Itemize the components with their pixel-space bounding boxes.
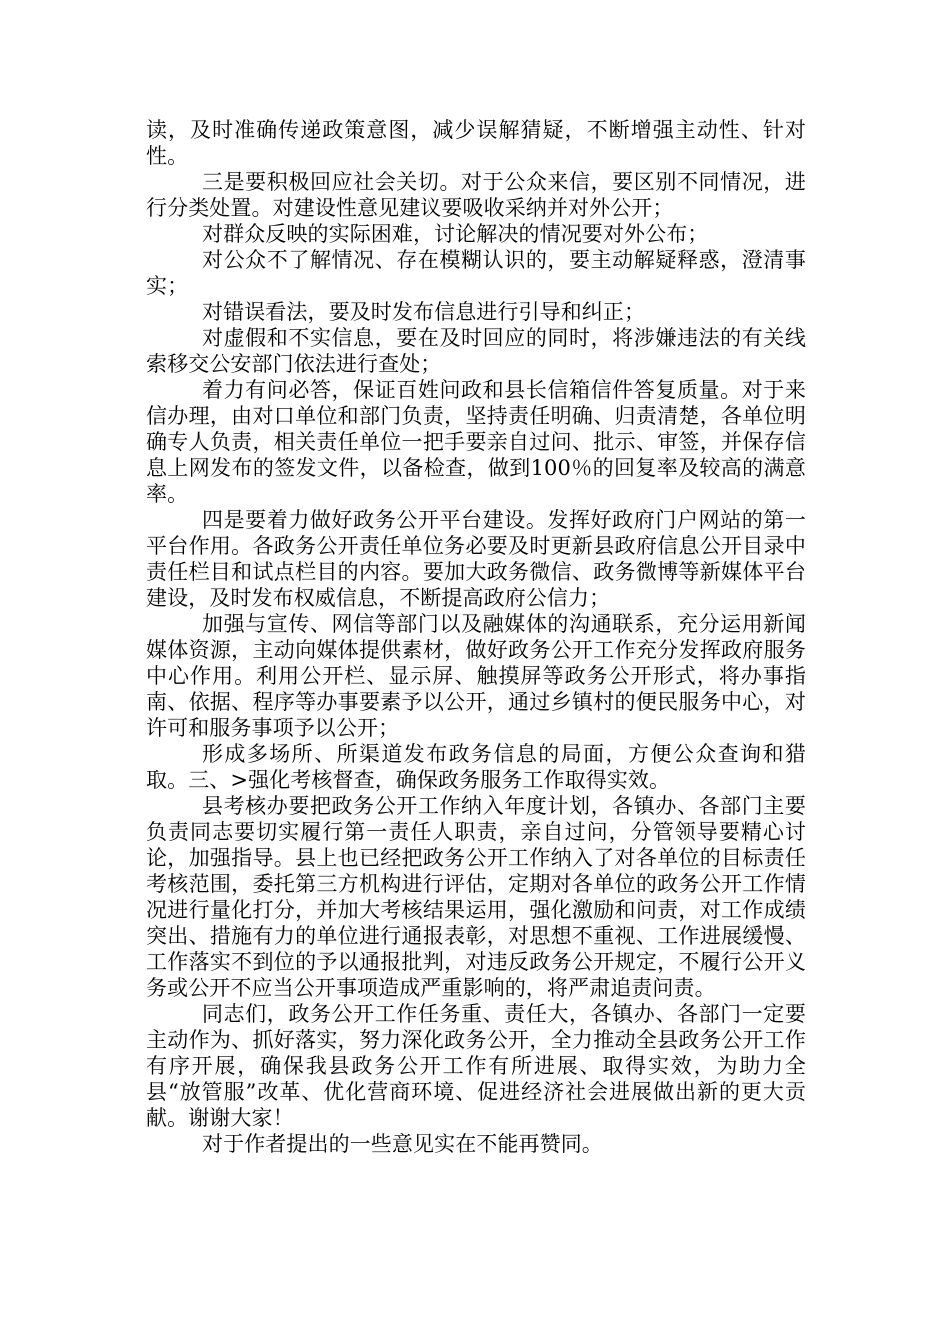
paragraph-7: 四是要着力做好政务公开平台建设。发挥好政府门户网站的第一平台作用。各政务公开责任单位务必要及时更新县政府信息公开目录中责任栏目和试点栏目的内容。要加大政务微信、政务微博等新媒体平台建设，及时发布权威信息，不断提高政府公信力； <box>146 508 806 610</box>
paragraph-8: 加强与宣传、网信等部门以及融媒体的沟通联系，充分运用新闻媒体资源，主动向媒体提供素材，做好政务公开工作充分发挥政府服务中心作用。利用公开栏、显示屏、触摸屏等政务公开形式，将办事指南、依据、程序等办事要素予以公开，通过乡镇村的便民服务中心，对许可和服务事项予以公开； <box>146 612 806 740</box>
paragraph-6: 着力有问必答，保证百姓问政和县长信箱信件答复质量。对于来信办理，由对口单位和部门负责，坚持责任明确、归责清楚，各单位明确专人负责，相关责任单位一把手要亲自过问、批示、审签，并保存信息上网发布的签发文件，以备检查，做到100％的回复率及较高的满意率。 <box>146 378 806 506</box>
paragraph-0: 读，及时准确传递政策意图，减少误解猜疑，不断增强主动性、针对性。 <box>146 118 806 168</box>
paragraph-9: 形成多场所、所渠道发布政务信息的局面，方便公众查询和猎取。三、>强化考核督查，确保政务服务工作取得实效。 <box>146 742 806 792</box>
document-page <box>146 117 806 1157</box>
paragraph-4: 对错误看法，要及时发布信息进行引导和纠正； <box>202 300 646 324</box>
paragraph-1: 三是要积极回应社会关切。对于公众来信，要区别不同情况，进行分类处置。对建设性意见建议要吸收采纳并对外公开； <box>146 170 806 220</box>
paragraph-10: 县考核办要把政务公开工作纳入年度计划，各镇办、各部门主要负责同志要切实履行第一责任人职责，亲自过问，分管领导要精心讨论，加强指导。县上也已经把政务公开工作纳入了对各单位的目标责任考核范围，委托第三方机构进行评估，定期对各单位的政务公开工作情况进行量化打分，并加大考核结果运用，强化激励和问责，对工作成绩突出、措施有力的单位进行通报表彰，对思想不重视、工作进展缓慢、工作落实不到位的予以通报批判，对违反政务公开规定，不履行公开义务或公开不应当公开事项造成严重影响的，将严肃追责问责。 <box>146 794 806 1000</box>
paragraph-2: 对群众反映的实际困难，讨论解决的情况要对外公布； <box>202 222 709 246</box>
paragraph-12: 对于作者提出的一些意见实在不能再赞同。 <box>202 1132 603 1156</box>
paragraph-3: 对公众不了解情况、存在模糊认识的，要主动解疑释惑，澄清事实； <box>146 248 806 298</box>
paragraph-5: 对虚假和不实信息，要在及时回应的同时，将涉嫌违法的有关线索移交公安部门依法进行查处； <box>146 326 806 376</box>
paragraph-11: 同志们，政务公开工作任务重、责任大，各镇办、各部门一定要主动作为、抓好落实，努力深化政务公开，全力推动全县政务公开工作有序开展，确保我县政务公开工作有所进展、取得实效，为助力全县“放管服”改革、优化营商环境、促进经济社会进展做出新的更大贡献。谢谢大家！ <box>146 1002 806 1130</box>
